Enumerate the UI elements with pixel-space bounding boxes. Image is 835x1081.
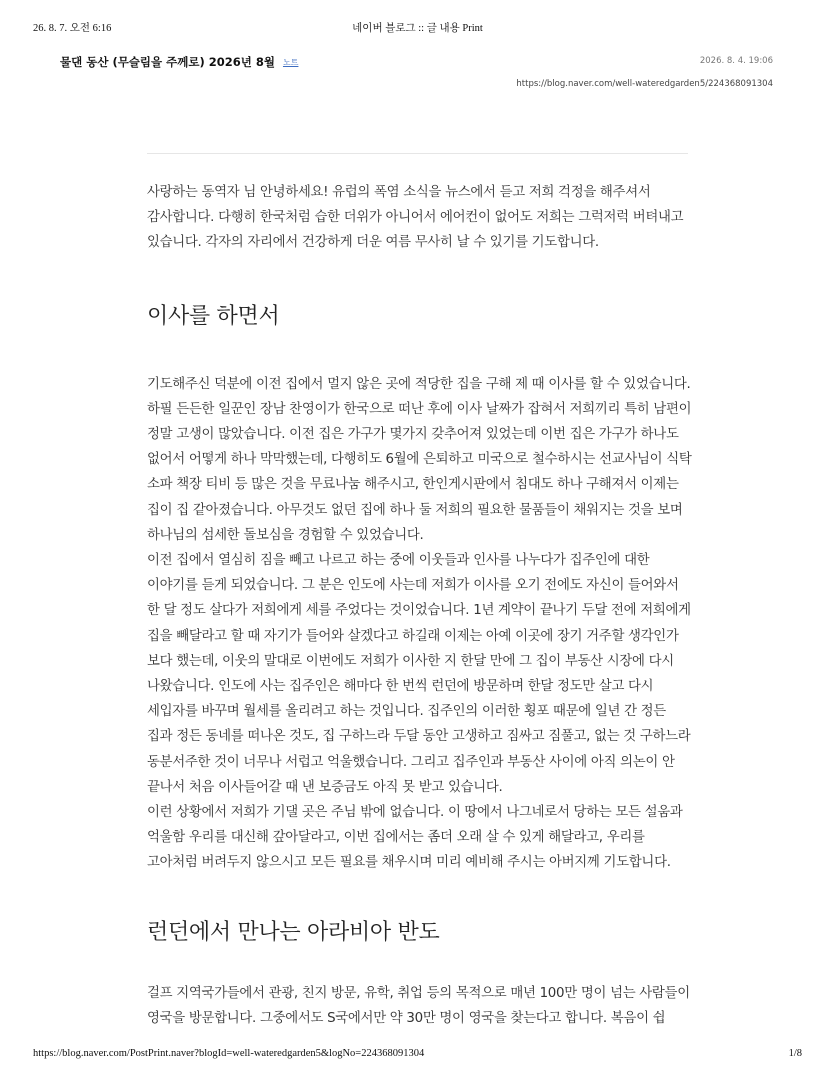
- section-heading-arabia: 런던에서 만나는 아라비아 반도: [147, 919, 440, 945]
- print-page-title: 네이버 블로그 :: 글 내용 Print: [352, 23, 483, 34]
- moving-paragraph-1: 기도해주신 덕분에 이전 집에서 멀지 않은 곳에 적당한 집을 구해 제 때 이사를 할 수 있었습니다. 하필 든든한 일꾼인 장남 찬영이가 한국으로 떠난 후에 이사 날짜가 잡혀서 저희끼리 특히 남편이 정말 고생이 많았습니다. 이전 집은 가구가 몇가지 갖추어져 있었는데 이번 집은 가구가 하나도 없어서 어떻게 하나 막막했는데, 다행히도 6월에 은퇴하고 미국으로 철수하시는 선교사님이 식탁 소파 책장 티비 등 많은 것을 무료나눔 해주시고, 한인게시판에서 침대도 하나 구해져서 이제는 집이 집 같아졌습니다. 아무것도 없던 집에 하나 둘 저희의 필요한 물품들이 채워지는 것을 보며 하나님의 섬세한 돌보심을 경험할 수 있었습니다.: [147, 376, 692, 543]
- print-footer: [0, 1048, 835, 1062]
- post-title: [60, 54, 298, 70]
- moving-paragraph-3: 이런 상황에서 저희가 기댈 곳은 주님 밖에 없습니다. 이 땅에서 나그네로서 당하는 모든 설움과 억울함 우리를 대신해 갚아달라고, 이번 집에서는 좀더 오래 살 수 있게 해달라고, 우리를 고아처럼 버려두지 않으시고 모든 필요를 채우시며 미리 예비해 주시는 아버지께 기도합니다.: [147, 805, 683, 871]
- moving-paragraph-2: 이전 집에서 열심히 짐을 빼고 나르고 하는 중에 이웃들과 인사를 나누다가 집주인에 대한 이야기를 듣게 되었습니다. 그 분은 인도에 사는데 저희가 이사를 오기 전에도 자신이 들어와서 한 달 정도 살다가 저희에게 세를 주었다는 것이었습니다. 1년 계약이 끝나기 두달 전에 저희에게 집을 빼달라고 할 때 자기가 들어와 살겠다고 하길래 이제는 아예 이곳에 장기 거주할 생각인가 보다 했는데, 이웃의 말대로 이번에도 저희가 이사한 지 한달 만에 그 집이 부동산 시장에 다시 나왔습니다. 인도에 사는 집주인은 해마다 한 번씩 런던에 방문하며 한달 정도만 살고 다시 세입자를 바꾸며 월세를 올리려고 하는 것입니다. 집주인의 이러한 횡포 때문에 일년 간 정든 집과 정든 동네를 떠나온 것도, 집 구하느라 두달 동안 고생하고 짐싸고 짐풀고, 없는 것 구하느라 동분서주한 것이 너무나 서럽고 억울했습니다. 그리고 집주인과 부동산 사이에 아직 의논이 안 끝나서 처음 이사들어갈 때 낸 보증금도 아직 못 받고 있습니다.: [147, 553, 691, 795]
- arabia-paragraph-1: 걸프 지역국가들에서 관광, 친지 방문, 유학, 취업 등의 목적으로 매년 100만 명이 넘는 사람들이 영국을 방문합니다. 그중에서도 S국에서만 약 30만 명이 영국을 찾는다고 합니다. 복음이 쉽: [147, 985, 690, 1026]
- print-datetime: 26. 8. 7. 오전 6:16: [33, 23, 112, 34]
- post-body: [147, 180, 692, 1031]
- section-heading-moving: 이사를 하면서: [147, 303, 280, 329]
- post-title-text: 물댄 동산 (무슬림을 주께로) 2026년 8월: [60, 55, 275, 69]
- post-url[interactable]: https://blog.naver.com/well-wateredgarden5/224368091304: [516, 79, 773, 89]
- page-number: 1/8: [788, 1048, 802, 1059]
- post-category-link[interactable]: 노트: [282, 58, 299, 67]
- print-header: [0, 20, 835, 34]
- print-footer-url: https://blog.naver.com/PostPrint.naver?blogId=well-wateredgarden5&logNo=224368091304: [33, 1048, 425, 1059]
- header-divider: [147, 153, 688, 154]
- post-date: 2026. 8. 4. 19:06: [699, 56, 773, 66]
- intro-paragraph: 사랑하는 동역자 님 안녕하세요! 유럽의 폭염 소식을 뉴스에서 듣고 저희 걱정을 해주셔서 감사합니다. 다행히 한국처럼 습한 더위가 아니어서 에어컨이 없어도 저희는 그럭저럭 버텨내고 있습니다. 각자의 자리에서 건강하게 더운 여름 무사히 날 수 있기를 기도합니다.: [147, 185, 684, 251]
